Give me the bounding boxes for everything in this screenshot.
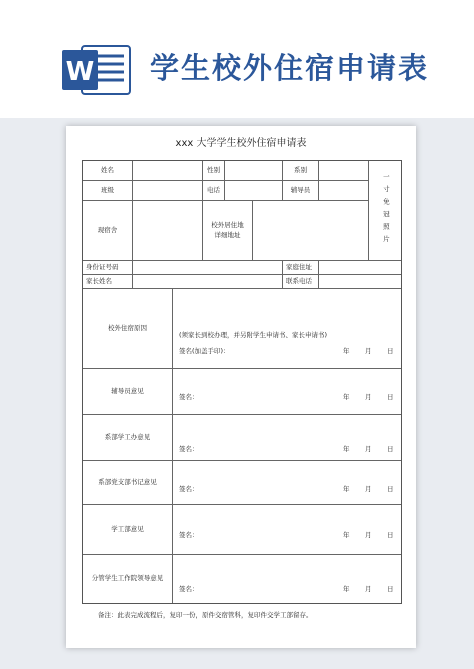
date-month: 月: [365, 445, 372, 453]
label-reason: 校外住宿原因: [83, 289, 173, 369]
value-id-number[interactable]: [133, 261, 283, 275]
value-class[interactable]: [133, 181, 203, 201]
value-home-address[interactable]: [319, 261, 401, 275]
value-contact-phone[interactable]: [319, 275, 401, 289]
label-counselor: 辅导员: [283, 181, 319, 201]
dept-office-sign-label: 签名：: [179, 445, 199, 453]
date-day: 日: [387, 485, 394, 493]
date-month: 月: [365, 347, 372, 355]
document-page: [66, 126, 416, 648]
date-year: 年: [343, 485, 350, 493]
label-counselor-opinion: 辅导员意见: [83, 369, 173, 415]
party-secretary-opinion-box[interactable]: [173, 461, 401, 505]
label-address-line2: 详细地址: [214, 230, 241, 239]
label-department: 系别: [283, 161, 319, 181]
date-year: 年: [343, 531, 350, 539]
dept-office-opinion-box[interactable]: [173, 415, 401, 461]
label-party-secretary-opinion: 系部党支部书记意见: [83, 461, 173, 505]
reason-note: (须家长到校办理，并另附学生申请书、家长申请书): [179, 331, 328, 339]
date-month: 月: [365, 485, 372, 493]
date-year: 年: [343, 347, 350, 355]
date-day: 日: [387, 531, 394, 539]
value-phone[interactable]: [225, 181, 283, 201]
word-icon: [60, 42, 132, 98]
date-month: 月: [365, 393, 372, 401]
label-class: 班级: [83, 181, 133, 201]
college-leader-sign-label: 签名：: [179, 585, 199, 593]
photo-label: 一寸免冠照片: [381, 173, 390, 248]
value-department[interactable]: [319, 161, 369, 181]
date-year: 年: [343, 393, 350, 401]
label-dept-office-opinion: 系部学工办意见: [83, 415, 173, 461]
party-secretary-sign-label: 签名：: [179, 485, 199, 493]
label-phone: 电话: [203, 181, 225, 201]
footnote: 备注：此表完成流程后，复印一份，原件交宿管科，复印件交学工部留存。: [98, 611, 313, 619]
counselor-sign-label: 签名：: [179, 393, 199, 401]
word-logo-letter: W: [65, 57, 95, 87]
student-affairs-sign-label: 签名：: [179, 531, 199, 539]
value-dorm[interactable]: [133, 201, 203, 261]
date-day: 日: [387, 445, 394, 453]
value-gender[interactable]: [225, 161, 283, 181]
date-month: 月: [365, 531, 372, 539]
value-parent-name[interactable]: [133, 275, 283, 289]
date-day: 日: [387, 393, 394, 401]
date-year: 年: [343, 585, 350, 593]
label-contact-phone: 联系电话: [283, 275, 319, 289]
value-address[interactable]: [253, 201, 369, 261]
value-counselor[interactable]: [319, 181, 369, 201]
label-name: 姓名: [83, 161, 133, 181]
banner: [0, 0, 474, 118]
value-name[interactable]: [133, 161, 203, 181]
college-leader-opinion-box[interactable]: [173, 555, 401, 603]
label-id-number: 身份证号码: [83, 261, 133, 275]
label-home-address: 家庭住址: [283, 261, 319, 275]
label-address-line1: 校外居住地: [211, 220, 244, 229]
label-gender: 性别: [203, 161, 225, 181]
document-title: xxx 大学学生校外住宿申请表: [175, 138, 307, 149]
banner-title: 学生校外住宿申请表: [150, 51, 430, 85]
label-college-leader-opinion: 分管学生工作院领导意见: [83, 555, 173, 603]
label-dorm: 现宿舍: [83, 201, 133, 261]
photo-box: [369, 161, 401, 261]
reason-box[interactable]: [173, 289, 401, 369]
date-year: 年: [343, 445, 350, 453]
date-day: 日: [387, 585, 394, 593]
counselor-opinion-box[interactable]: [173, 369, 401, 415]
label-student-affairs-opinion: 学工部意见: [83, 505, 173, 555]
student-affairs-opinion-box[interactable]: [173, 505, 401, 555]
reason-sign-label: 签名(加盖手印)：: [179, 347, 230, 355]
date-day: 日: [387, 347, 394, 355]
label-parent-name: 家长姓名: [83, 275, 133, 289]
application-form: [82, 160, 402, 604]
date-month: 月: [365, 585, 372, 593]
label-address: [203, 201, 253, 261]
